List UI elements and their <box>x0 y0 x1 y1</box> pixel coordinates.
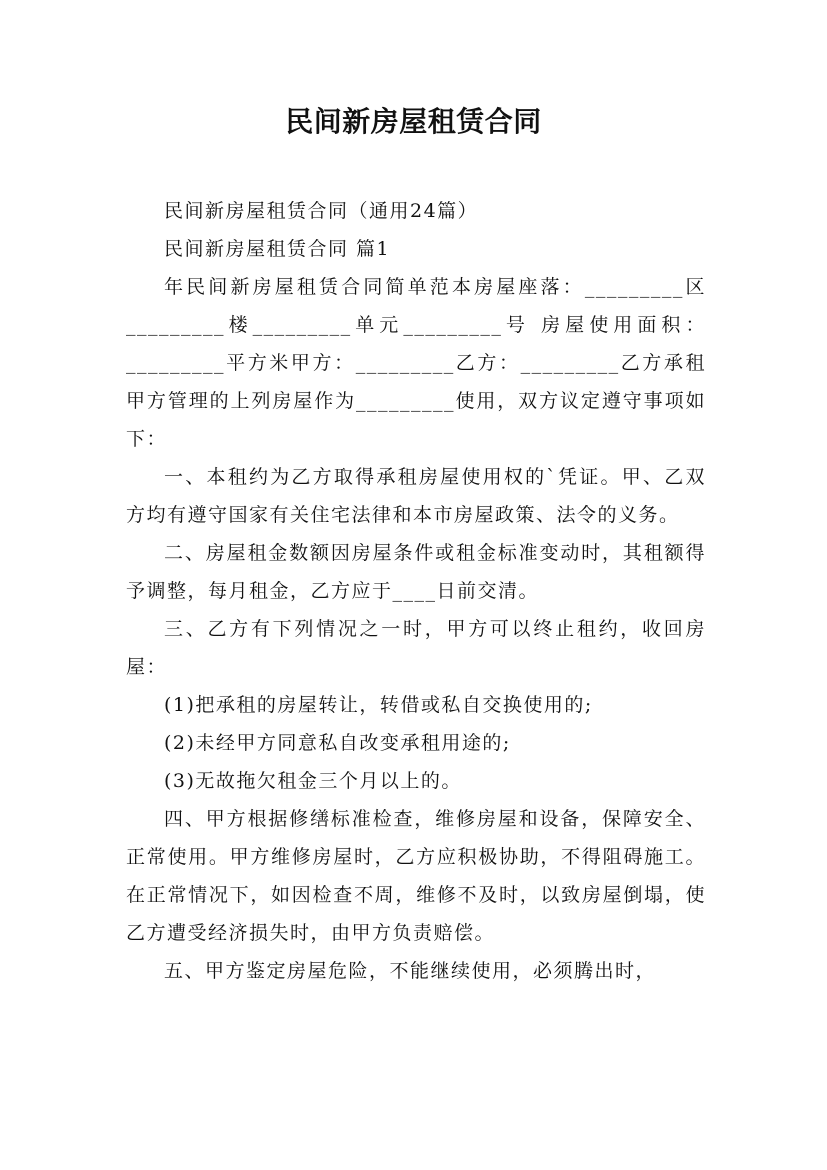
paragraph-clause-4: 四、甲方根据修缮标准检查，维修房屋和设备，保障安全、正常使用。甲方维修房屋时，乙方应积极协助，不得阻碍施工。在正常情况下，如因检查不周，维修不及时，以致房屋倒塌，使乙方遭受经济损失时，由甲方负责赔偿。 <box>126 808 706 944</box>
paragraph-clause-3-item-1: (1)把承租的房屋转让，转借或私自交换使用的; <box>164 694 593 716</box>
paragraph-clause-3: 三、乙方有下列情况之一时，甲方可以终止租约，收回房屋： <box>126 618 706 678</box>
paragraph-clause-2: 二、房屋租金数额因房屋条件或租金标准变动时，其租额得予调整，每月租金，乙方应于____日前交清。 <box>126 542 706 602</box>
paragraph-subtitle: 民间新房屋租赁合同（通用24篇） <box>164 200 479 222</box>
paragraph-clause-3-item-2: (2)未经甲方同意私自改变承租用途的; <box>164 732 511 754</box>
paragraph-clause-1: 一、本租约为乙方取得承租房屋使用权的`凭证。甲、乙双方均有遵守国家有关住宅法律和本市房屋政策、法令的义务。 <box>126 466 706 526</box>
paragraph-clause-5: 五、甲方鉴定房屋危险，不能继续使用，必须腾出时， <box>164 960 657 982</box>
document-title: 民间新房屋租赁合同 <box>285 105 542 138</box>
paragraph-clause-3-item-3: (3)无故拖欠租金三个月以上的。 <box>164 770 462 792</box>
paragraph-section-heading: 民间新房屋租赁合同 篇1 <box>164 238 391 260</box>
paragraph-property-details: 年民间新房屋租赁合同简单范本房屋座落：_________区_________楼_________单元_________号 房屋使用面积：_________平方米甲方：_________乙方：_________乙方承租甲方管理的上列房屋作为_________使用，双方议定遵守事项如下： <box>126 276 706 450</box>
document-body <box>126 192 706 990</box>
